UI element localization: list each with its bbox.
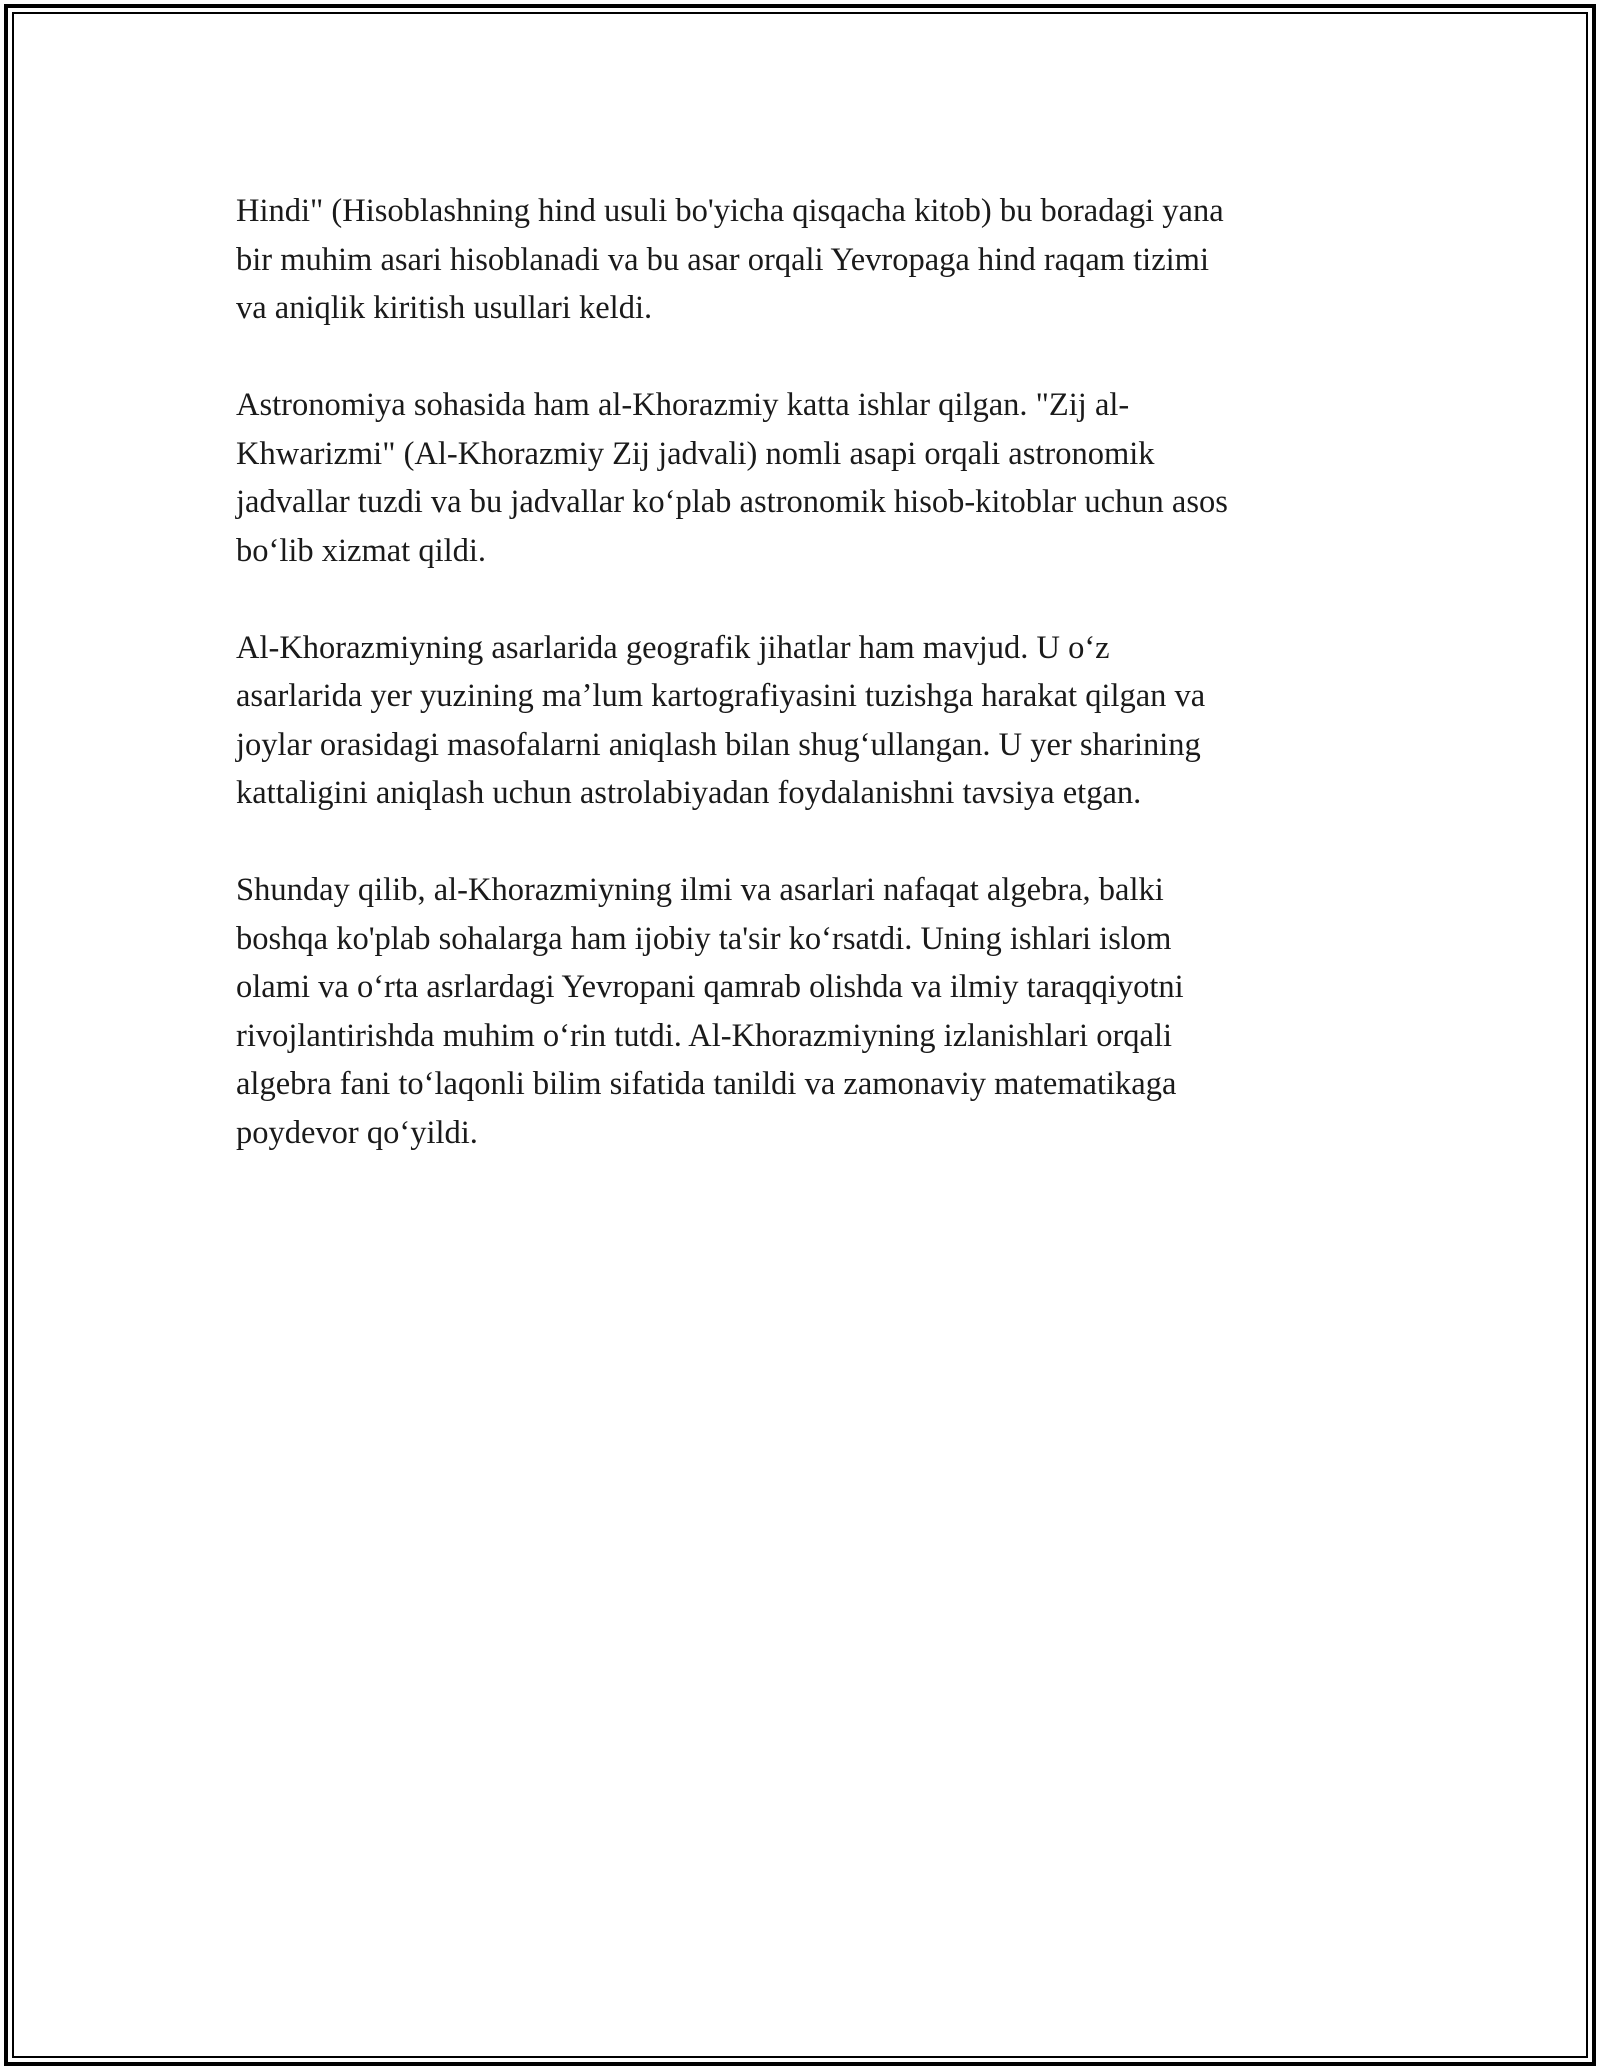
paragraph-conclusion [236, 866, 1366, 1157]
paragraph-geography [236, 624, 1366, 818]
text-line: Al-Khorazmiyning asarlarida geografik jihatlar ham mavjud. U oʻz [236, 629, 1110, 666]
text-line: va aniqlik kiritish usullari keldi. [236, 290, 653, 326]
paragraph-astronomy [236, 381, 1366, 575]
text-line: poydevor qoʻyildi. [236, 1114, 478, 1151]
text-line: boʻlib xizmat qildi. [236, 532, 487, 569]
text-line: asarlarida yer yuzining maʼlum kartografiyasini tuzishga harakat qilgan va [236, 678, 1206, 714]
text-line: bir muhim asari hisoblanadi va bu asar orqali Yevropaga hind raqam tizimi [236, 241, 1209, 278]
text-line: Khwarizmi" (Al-Khorazmiy Zij jadvali) nomli asapi orqali astronomik [236, 435, 1155, 472]
text-line: kattaligini aniqlash uchun astrolabiyadan foydalanishni tavsiya etgan. [236, 775, 1142, 811]
text-line: Hindi" (Hisoblashning hind usuli bo'yicha qisqacha kitob) bu boradagi yana [236, 193, 1224, 229]
document-body [236, 187, 1366, 1206]
text-line: rivojlantirishda muhim oʻrin tutdi. Al-Khorazmiyning izlanishlari orqali [236, 1017, 1173, 1054]
text-line: algebra fani toʻlaqonli bilim sifatida tanildi va zamonaviy matematikaga [236, 1066, 1177, 1102]
text-line: jadvallar tuzdi va bu jadvallar koʻplab astronomik hisob-kitoblar uchun asos [236, 484, 1228, 520]
text-line: Astronomiya sohasida ham al-Khorazmiy katta ishlar qilgan. "Zij al- [236, 387, 1130, 423]
text-line: Shunday qilib, al-Khorazmiyning ilmi va asarlari nafaqat algebra, balki [236, 872, 1164, 908]
text-line: boshqa ko'plab sohalarga ham ijobiy ta'sir koʻrsatdi. Uning ishlari islom [236, 920, 1172, 957]
paragraph-hindi-book [236, 187, 1366, 333]
text-line: joylar orasidagi masofalarni aniqlash bilan shugʻullangan. U yer sharining [236, 726, 1201, 763]
text-line: olami va oʻrta asrlardagi Yevropani qamrab olishda va ilmiy taraqqiyotni [236, 969, 1184, 1005]
